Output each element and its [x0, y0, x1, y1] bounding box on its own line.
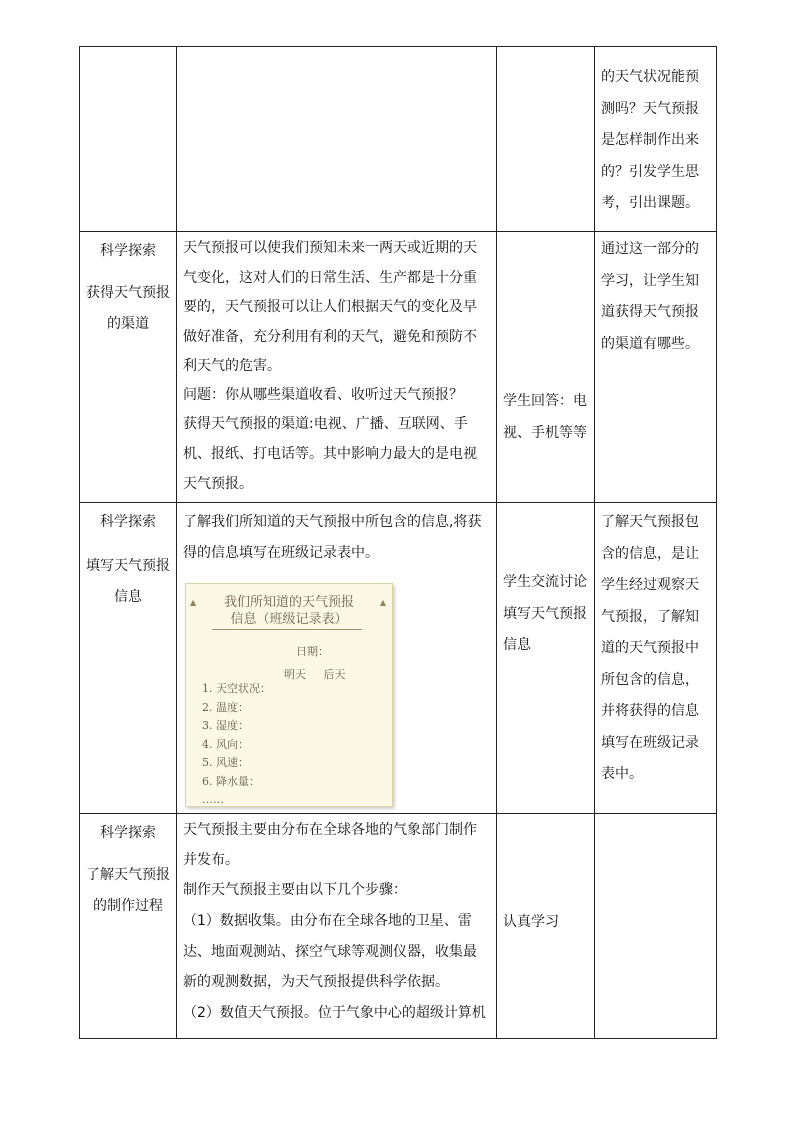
cell-design-intent: [595, 232, 717, 503]
table-row: [80, 232, 717, 503]
record-sheet-date: 日期：: [296, 645, 329, 658]
cell-content: [177, 47, 497, 232]
cell-student-activity: [497, 232, 595, 503]
student-activity-text: 认真学习: [503, 914, 559, 930]
cell-student-activity: [497, 503, 595, 814]
cell-design-intent: [595, 814, 717, 1039]
segment-subtitle: 填写天气预报信息: [86, 557, 170, 605]
column-day-after: 后天: [323, 668, 346, 681]
cell-content: [177, 232, 497, 503]
cell-design-intent: [595, 503, 717, 814]
cell-segment: [80, 232, 177, 503]
cell-segment: [80, 814, 177, 1039]
content-step: （2）数值天气预报。位于气象中心的超级计算机: [183, 1004, 486, 1021]
student-activity-text: 学生回答：电视、手机等等: [503, 393, 587, 441]
design-intent-text: 通过这一部分的学习，让学生知道获得天气预报的渠道有哪些。: [601, 241, 699, 352]
student-activity-text: 学生交流讨论填写天气预报信息: [503, 574, 587, 653]
record-sheet-title-line: 信息（班级记录表）: [230, 612, 348, 627]
design-intent-text: 的天气状况能预测吗？天气预报是怎样制作出来的？引发学生思考，引出课题。: [601, 69, 699, 211]
cell-segment: [80, 47, 177, 232]
record-sheet-columns: [284, 659, 346, 691]
cell-content: [177, 814, 497, 1039]
record-item: 2. 温度：: [202, 700, 249, 714]
record-item: 5. 风速：: [202, 756, 249, 769]
pin-icon: ▲: [190, 598, 197, 607]
cell-content: [177, 503, 497, 814]
title-underline: [212, 629, 362, 630]
cell-design-intent: [595, 47, 717, 232]
column-tomorrow: 明天: [284, 668, 306, 681]
cell-student-activity: [497, 814, 595, 1039]
table-row: [80, 47, 717, 232]
record-sheet-title-line: 我们所知道的天气预报: [223, 595, 354, 610]
segment-subtitle: 了解天气预报的制作过程: [86, 866, 170, 914]
record-sheet-items: [202, 680, 271, 810]
design-intent-text: 了解天气预报包含的信息，是让学生经过观察天气预报，了解知道的天气预报中所包含的信息，并将获得的信息填写在班级记录表中。: [601, 514, 699, 782]
content-paragraph: 获得天气预报的渠道:电视、广播、互联网、手机、报纸、打电话等。其中影响力最大的是电视天气预报。: [183, 415, 477, 492]
record-item: 1. 天空状况：: [202, 682, 271, 695]
table-row: [80, 503, 717, 814]
content-question: 问题：你从哪些渠道收看、收听过天气预报？: [183, 386, 463, 403]
cell-student-activity: [497, 47, 595, 232]
record-sheet-title: [204, 594, 374, 628]
segment-title: 科学探索: [100, 243, 156, 259]
record-item: 3. 湿度：: [202, 719, 249, 732]
content-paragraph: 了解我们所知道的天气预报中所包含的信息,将获得的信息填写在班级记录表中。: [183, 514, 482, 561]
class-record-sheet-image: [185, 583, 393, 807]
content-paragraph: 天气预报可以使我们预知未来一两天或近期的天气变化，这对人们的日常生活、生产都是十分重要的，天气预报可以让人们根据天气的变化及早做好准备，充分利用有利的天气，避免和预防不利天气的危害。: [183, 240, 477, 374]
cell-segment: [80, 503, 177, 814]
record-item: ……: [202, 793, 224, 806]
segment-title: 科学探索: [100, 514, 156, 530]
table-row: [80, 814, 717, 1039]
segment-title: 科学探索: [100, 825, 156, 841]
segment-subtitle: 获得天气预报的渠道: [86, 284, 170, 332]
record-item: 6. 降水量：: [202, 774, 260, 788]
pin-icon: ▲: [379, 598, 386, 607]
content-paragraph: 制作天气预报主要由以下几个步骤：: [183, 882, 407, 898]
content-paragraph: 天气预报主要由分布在全球各地的气象部门制作并发布。: [183, 822, 477, 868]
content-step: （1）数据收集。由分布在全球各地的卫星、雷达、地面观测站、探空气球等观测仪器，收集最新的观测数据，为天气预报提供科学依据。: [183, 913, 477, 990]
record-item: 4. 风向：: [202, 737, 249, 751]
lesson-plan-table: [79, 46, 717, 1039]
